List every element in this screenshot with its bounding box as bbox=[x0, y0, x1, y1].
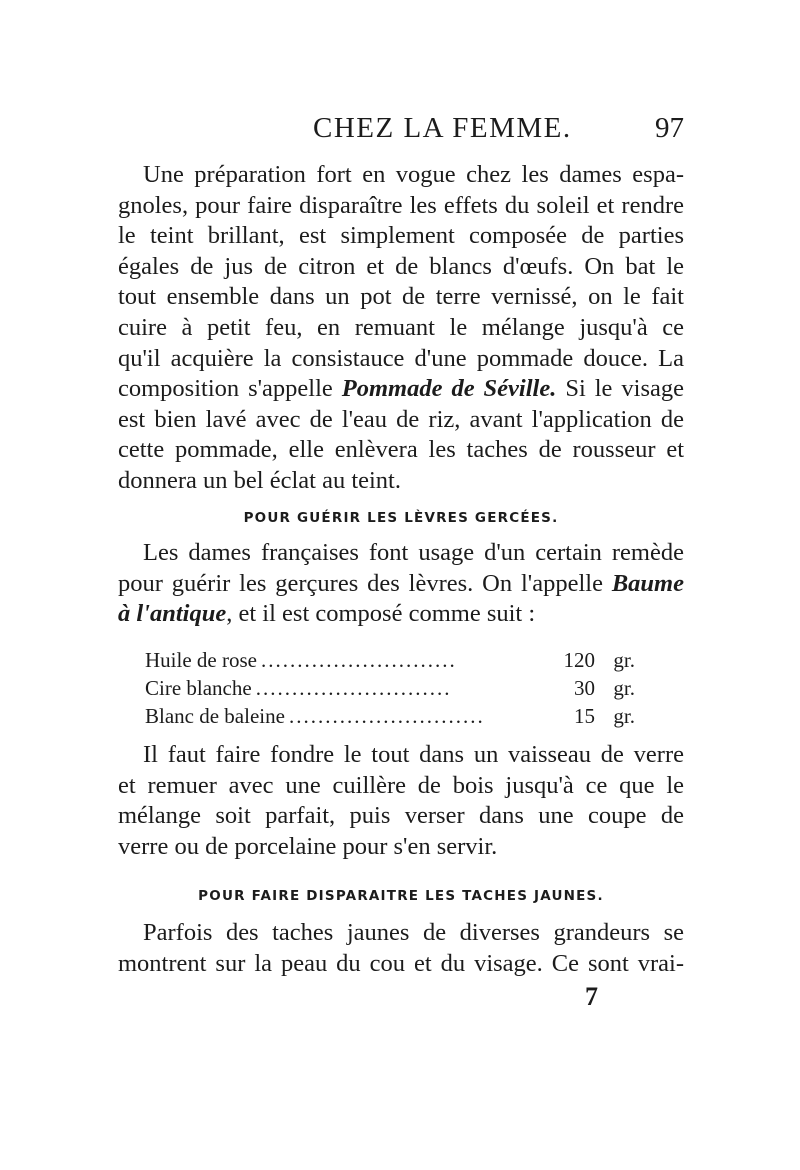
text-run: pour guérir les gerçures des lèvres. On l'appelle bbox=[118, 569, 612, 597]
text-line: tout ensemble dans un pot de terre vernissé, on le fait bbox=[118, 283, 684, 311]
recipe-name-italic: Baume bbox=[611, 569, 684, 597]
text-line: Il faut faire fondre le tout dans un vaisseau de verre bbox=[143, 741, 684, 768]
text-line: Les dames françaises font usage d'un certain remède bbox=[143, 539, 684, 566]
ingredient-list bbox=[145, 648, 635, 732]
paragraph-baume bbox=[118, 538, 684, 630]
leader-dots: ........................... bbox=[255, 676, 452, 700]
ingredient-unit: gr. bbox=[613, 676, 635, 700]
signature-mark: 7 bbox=[585, 982, 598, 1011]
text-line bbox=[118, 374, 684, 405]
leader-dots: ........................... bbox=[260, 648, 457, 672]
ingredient-unit: gr. bbox=[613, 648, 635, 672]
text-line: donnera un bel éclat au teint. bbox=[118, 466, 401, 494]
text-line: est bien lavé avec de l'eau de riz, avant l'application de bbox=[118, 405, 684, 433]
text-line bbox=[118, 569, 684, 600]
text-run: Si le visage bbox=[556, 375, 684, 403]
ingredient-name: Huile de rose bbox=[145, 648, 257, 672]
text-run: , et il est composé comme suit : bbox=[226, 600, 536, 628]
text-line: et remuer avec une cuillère de bois jusqu'à ce que le bbox=[118, 771, 684, 799]
text-line: Une préparation fort en vogue chez les dames espa- bbox=[143, 161, 684, 188]
text-line: montrent sur la peau du cou et du visage. Ce sont vrai- bbox=[118, 949, 684, 977]
text-line: gnoles, pour faire disparaître les effets du soleil et rendre bbox=[118, 191, 684, 219]
ingredient-name: Blanc de baleine bbox=[145, 704, 285, 728]
section-heading-taches: POUR FAIRE DISPARAITRE LES TACHES JAUNES. bbox=[198, 888, 604, 904]
text-line: égales de jus de citron et de blancs d'œufs. On bat le bbox=[118, 252, 684, 280]
ingredient-row bbox=[145, 704, 635, 732]
ingredient-name: Cire blanche bbox=[145, 676, 252, 700]
text-line bbox=[118, 599, 684, 630]
section-heading-levres: POUR GUÉRIR LES LÈVRES GERCÉES. bbox=[243, 510, 559, 526]
text-line: verre ou de porcelaine pour s'en servir. bbox=[118, 832, 498, 860]
ingredient-quantity: 30 bbox=[574, 676, 595, 700]
ingredient-quantity: 120 bbox=[563, 648, 595, 672]
ingredient-row bbox=[145, 676, 635, 704]
page-header bbox=[118, 112, 684, 152]
leader-dots: ........................... bbox=[288, 704, 485, 728]
paragraph-instructions bbox=[118, 740, 684, 862]
text-line: le teint brillant, est simplement composée de parties bbox=[118, 222, 684, 250]
text-line: mélange soit parfait, puis verser dans une coupe de bbox=[118, 802, 684, 830]
recipe-name-italic: Pommade de Séville. bbox=[341, 375, 557, 403]
running-title: CHEZ LA FEMME. bbox=[313, 112, 572, 144]
page-number: 97 bbox=[655, 112, 684, 144]
text-line: cette pommade, elle enlèvera les taches de rousseur et bbox=[118, 436, 684, 464]
paragraph-taches bbox=[118, 918, 684, 979]
text-line: cuire à petit feu, en remuant le mélange jusqu'à ce bbox=[118, 313, 684, 341]
ingredient-quantity: 15 bbox=[574, 704, 595, 728]
text-line: Parfois des taches jaunes de diverses grandeurs se bbox=[143, 919, 684, 946]
text-run: composition s'appelle bbox=[118, 375, 342, 403]
paragraph-pommade bbox=[118, 160, 684, 497]
text-line: qu'il acquière la consistauce d'une pommade douce. La bbox=[118, 344, 684, 372]
ingredient-unit: gr. bbox=[613, 704, 635, 728]
ingredient-row bbox=[145, 648, 635, 676]
recipe-name-italic: à l'antique bbox=[118, 600, 227, 628]
